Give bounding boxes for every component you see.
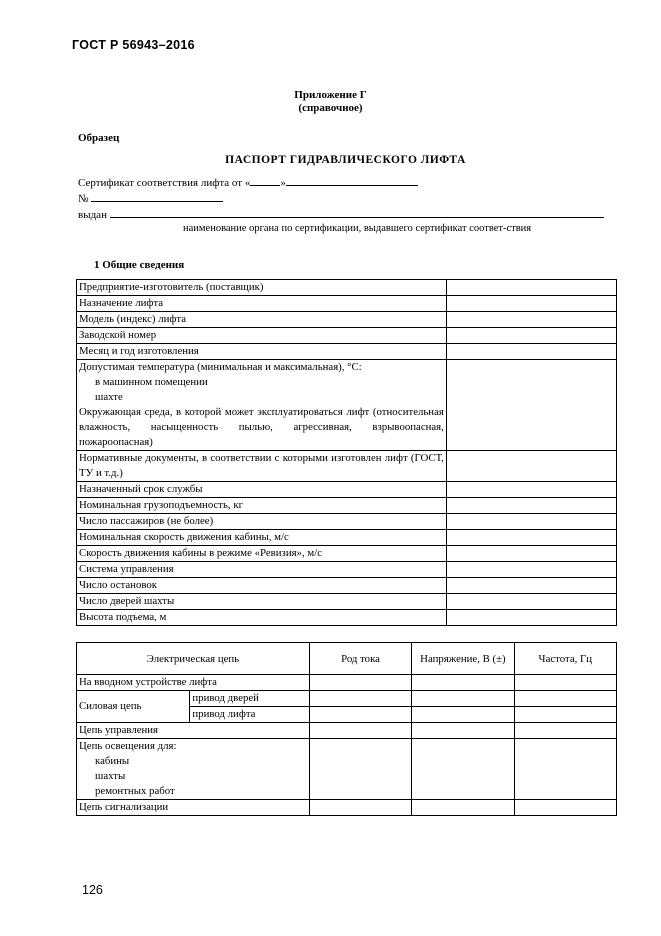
row-label: Предприятие-изготовитель (поставщик) [77, 280, 447, 296]
table-row [77, 546, 617, 562]
certificate-prefix: Сертификат соответствия лифта от « [78, 177, 251, 189]
value-cell [446, 546, 616, 562]
table-row [77, 723, 617, 739]
table-row [77, 296, 617, 312]
table-row [77, 675, 617, 691]
row-label: Высота подъема, м [77, 610, 447, 626]
table-row [77, 610, 617, 626]
sample-label: Образец [78, 132, 120, 144]
table-row [77, 482, 617, 498]
value-cell [412, 707, 514, 723]
table-row [77, 312, 617, 328]
row-label: Число остановок [77, 578, 447, 594]
row-label: Цепь управления [77, 723, 310, 739]
table-row [77, 344, 617, 360]
value-cell [446, 530, 616, 546]
value-cell [514, 800, 616, 816]
value-cell [446, 296, 616, 312]
environment-label: Окружающая среда, в которой может эксплуатироваться лифт (относительная влажность, насыщенность пылью, агрессивная, взрывоопасная, пожароопасная) [79, 406, 444, 448]
value-cell [514, 739, 616, 800]
value-cell [446, 514, 616, 530]
row-label: Номинальная грузоподъемность, кг [77, 498, 447, 514]
issued-label: выдан [78, 209, 107, 221]
value-cell [309, 739, 411, 800]
row-label: Заводской номер [77, 328, 447, 344]
table-row [77, 800, 617, 816]
row-label: Месяц и год изготовления [77, 344, 447, 360]
value-cell [446, 451, 616, 482]
certificate-number-line [78, 191, 223, 205]
table-row [77, 514, 617, 530]
issued-by-note: наименование органа по сертификации, выдавшего сертификат соответ-ствия [183, 223, 532, 234]
value-cell [309, 675, 411, 691]
row-sublabel: привод лифта [190, 707, 309, 723]
row-label: На вводном устройстве лифта [77, 675, 310, 691]
form-title: ПАСПОРТ ГИДРАВЛИЧЕСКОГО ЛИФТА [225, 154, 466, 166]
row-label: Число дверей шахты [77, 594, 447, 610]
temperature-cell [77, 360, 447, 451]
row-sublabel: привод дверей [190, 691, 309, 707]
temperature-shaft: шахте [95, 391, 123, 403]
table-row [77, 739, 617, 800]
value-cell [446, 312, 616, 328]
value-cell [446, 594, 616, 610]
row-label: Назначение лифта [77, 296, 447, 312]
section-title: 1 Общие сведения [94, 259, 185, 271]
column-header-voltage: Напряжение, В (±) [412, 643, 514, 675]
table-row [77, 328, 617, 344]
value-cell [309, 707, 411, 723]
lighting-cell [77, 739, 310, 800]
lighting-item: ремонтных работ [95, 785, 175, 797]
temperature-machine-room: в машинном помещении [95, 376, 208, 388]
page-number: 126 [82, 883, 103, 897]
general-info-table [76, 279, 617, 626]
column-header-frequency: Частота, Гц [514, 643, 616, 675]
row-label: Модель (индекс) лифта [77, 312, 447, 328]
value-cell [412, 800, 514, 816]
value-cell [446, 498, 616, 514]
certificate-line [78, 175, 418, 189]
table-row [77, 360, 617, 451]
value-cell [514, 723, 616, 739]
value-cell [412, 723, 514, 739]
value-cell [412, 675, 514, 691]
value-cell [514, 707, 616, 723]
table-row [77, 280, 617, 296]
table-row [77, 691, 617, 707]
value-cell [446, 578, 616, 594]
issued-by-line [78, 207, 604, 221]
column-header-current-type: Род тока [309, 643, 411, 675]
row-label: Число пассажиров (не более) [77, 514, 447, 530]
table-row [77, 498, 617, 514]
value-cell [446, 280, 616, 296]
value-cell [446, 610, 616, 626]
number-label: № [78, 193, 89, 205]
table-row [77, 451, 617, 482]
row-label: Цепь освещения для: [79, 740, 177, 752]
value-cell [446, 482, 616, 498]
appendix-subtitle: (справочное) [298, 102, 363, 114]
document-header: ГОСТ Р 56943–2016 [72, 38, 195, 52]
value-cell [309, 800, 411, 816]
row-label: Система управления [77, 562, 447, 578]
value-cell [446, 360, 616, 451]
value-cell [309, 691, 411, 707]
lighting-item: кабины [95, 755, 130, 767]
row-label: Номинальная скорость движения кабины, м/с [77, 530, 447, 546]
row-label: Скорость движения кабины в режиме «Ревизия», м/с [77, 546, 447, 562]
row-label: Силовая цепь [77, 691, 190, 723]
column-header-circuit: Электрическая цепь [77, 643, 310, 675]
row-label: Нормативные документы, в соответствии с которыми изготовлен лифт (ГОСТ, ТУ и т.д.) [77, 451, 447, 482]
table-row [77, 530, 617, 546]
value-cell [446, 562, 616, 578]
header-row [77, 643, 617, 675]
table-row [77, 562, 617, 578]
certificate-quote: » [280, 177, 286, 189]
value-cell [446, 328, 616, 344]
value-cell [446, 344, 616, 360]
value-cell [412, 691, 514, 707]
row-label: Цепь сигнализации [77, 800, 310, 816]
value-cell [309, 723, 411, 739]
row-label: Назначенный срок службы [77, 482, 447, 498]
appendix-title: Приложение Г [294, 89, 367, 101]
table-row [77, 578, 617, 594]
lighting-item: шахты [95, 770, 126, 782]
value-cell [514, 675, 616, 691]
value-cell [412, 739, 514, 800]
temperature-label: Допустимая температура (минимальная и максимальная), °С: [79, 361, 362, 373]
electrical-table [76, 642, 617, 816]
value-cell [514, 691, 616, 707]
table-row [77, 594, 617, 610]
